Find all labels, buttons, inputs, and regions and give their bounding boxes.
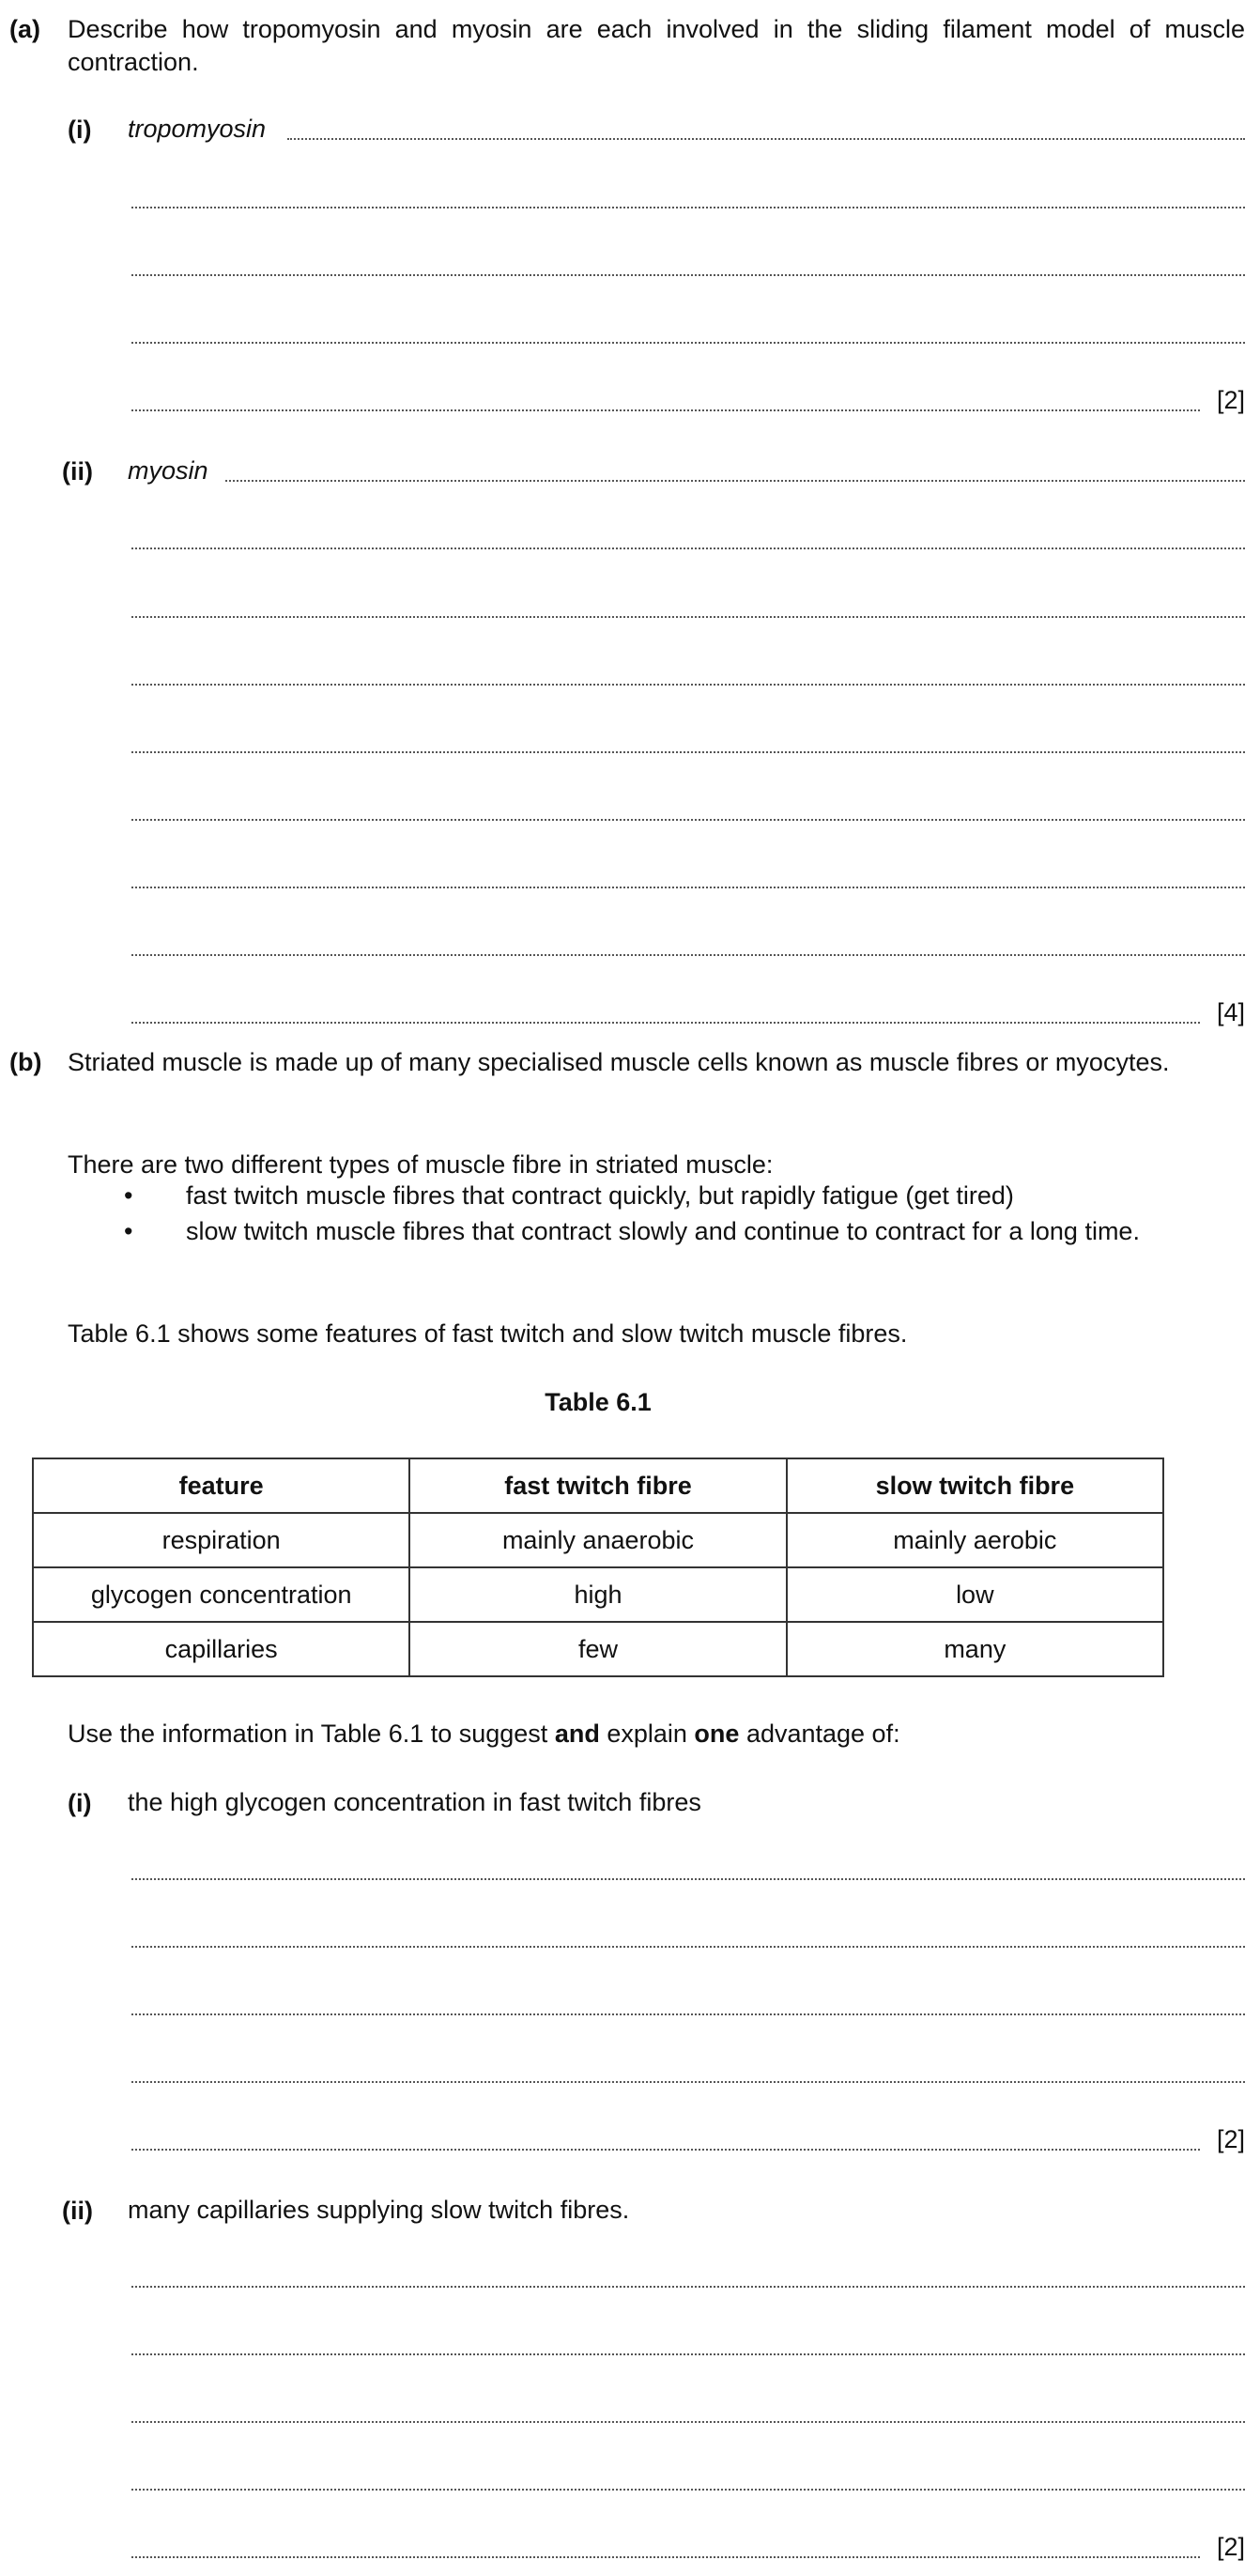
answer-line[interactable]: [131, 2556, 1200, 2558]
marks-b-ii: [2]: [1216, 2533, 1245, 2561]
bullet-dot: •: [124, 1181, 133, 1210]
bullet-fast-twitch: fast twitch muscle fibres that contract quickly, but rapidly fatigue (get tired): [186, 1181, 1014, 1210]
answer-line[interactable]: [225, 480, 1245, 482]
table-cell: respiration: [33, 1513, 409, 1567]
part-b-i-question: the high glycogen concentration in fast twitch fibres: [128, 1788, 701, 1816]
instruction-bold-one: one: [694, 1720, 740, 1748]
table-cell: many: [787, 1622, 1163, 1676]
table-intro: Table 6.1 shows some features of fast twitch and slow twitch muscle fibres.: [68, 1319, 908, 1348]
table-header-cell: feature: [33, 1458, 409, 1513]
answer-line[interactable]: [131, 887, 1245, 888]
answer-line[interactable]: [131, 548, 1245, 549]
answer-line[interactable]: [131, 2149, 1200, 2151]
part-b-intro: Striated muscle is made up of many specialised muscle cells known as muscle fibres or myocytes.: [68, 1048, 1170, 1076]
table-cell: high: [409, 1567, 786, 1622]
answer-line[interactable]: [131, 684, 1245, 686]
part-a-ii-term: myosin: [128, 456, 208, 485]
fibre-types-intro: There are two different types of muscle fibre in striated muscle:: [68, 1150, 774, 1179]
part-a-i-label: (i): [68, 116, 92, 144]
answer-line[interactable]: [131, 819, 1245, 821]
table-row: [33, 1622, 1163, 1676]
part-b-label: (b): [9, 1048, 42, 1076]
part-b-ii-label: (ii): [62, 2197, 93, 2225]
answer-line[interactable]: [131, 274, 1245, 276]
part-a-question: Describe how tropomyosin and myosin are each involved in the sliding filament model of muscle contraction.: [68, 15, 1245, 77]
table-6-1: [32, 1458, 1164, 1677]
marks-a-ii: [4]: [1216, 998, 1245, 1026]
bullet-slow-twitch: slow twitch muscle fibres that contract slowly and continue to contract for a long time.: [186, 1217, 1140, 1245]
answer-line[interactable]: [131, 751, 1245, 753]
table-row: [33, 1513, 1163, 1567]
table-cell: mainly aerobic: [787, 1513, 1163, 1567]
part-a-ii-label: (ii): [62, 457, 93, 486]
part-b-i-label: (i): [68, 1789, 92, 1817]
bullet-dot: •: [124, 1217, 133, 1245]
table-cell: capillaries: [33, 1622, 409, 1676]
answer-line[interactable]: [131, 616, 1245, 618]
table-cell: mainly anaerobic: [409, 1513, 786, 1567]
part-a-label: (a): [9, 15, 40, 43]
answer-line[interactable]: [131, 2489, 1245, 2491]
answer-line[interactable]: [287, 138, 1245, 140]
part-a-i-term: tropomyosin: [128, 115, 267, 143]
answer-line[interactable]: [131, 1022, 1200, 1024]
answer-line[interactable]: [131, 1878, 1245, 1880]
answer-line[interactable]: [131, 1946, 1245, 1948]
answer-line[interactable]: [131, 2421, 1245, 2423]
answer-line[interactable]: [131, 2353, 1245, 2355]
instruction-text: [68, 1719, 900, 1749]
marks-a-i: [2]: [1216, 386, 1245, 414]
instruction-post: advantage of:: [739, 1720, 900, 1748]
answer-line[interactable]: [131, 342, 1245, 344]
table-row: [33, 1567, 1163, 1622]
instruction-pre: Use the information in Table 6.1 to suggest: [68, 1720, 555, 1748]
table-header-cell: fast twitch fibre: [409, 1458, 786, 1513]
table-caption: Table 6.1: [545, 1388, 652, 1416]
answer-line[interactable]: [131, 2081, 1245, 2083]
table-cell: few: [409, 1622, 786, 1676]
table-header-row: [33, 1458, 1163, 1513]
answer-line[interactable]: [131, 2013, 1245, 2015]
table-cell: glycogen concentration: [33, 1567, 409, 1622]
instruction-mid: explain: [599, 1720, 695, 1748]
instruction-bold-and: and: [554, 1720, 600, 1748]
answer-line[interactable]: [131, 207, 1245, 208]
answer-line[interactable]: [131, 2286, 1245, 2288]
part-b-ii-question: many capillaries supplying slow twitch fibres.: [128, 2196, 630, 2224]
table-cell: low: [787, 1567, 1163, 1622]
answer-line[interactable]: [131, 409, 1200, 411]
table-header-cell: slow twitch fibre: [787, 1458, 1163, 1513]
marks-b-i: [2]: [1216, 2125, 1245, 2153]
answer-line[interactable]: [131, 954, 1245, 956]
